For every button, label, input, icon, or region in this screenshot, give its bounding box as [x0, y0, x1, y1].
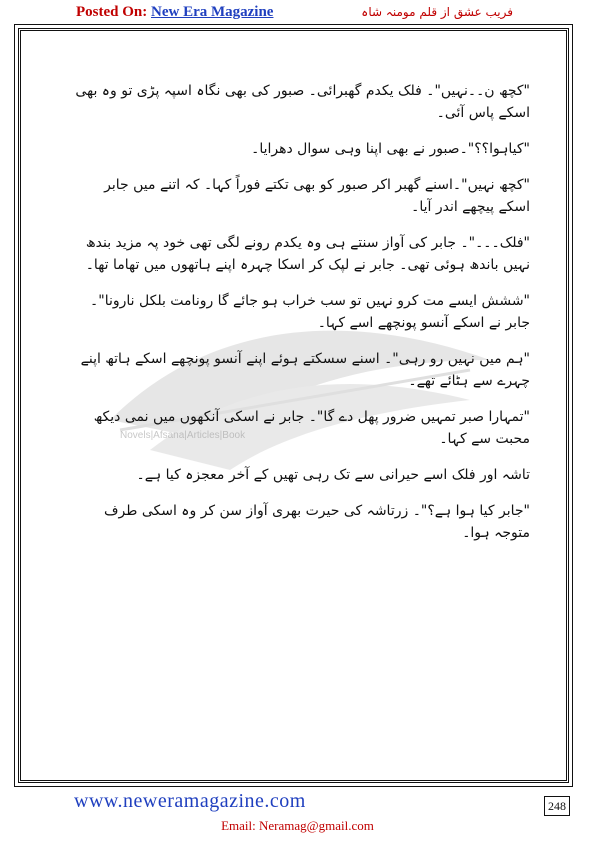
watermark-text: Novels|Afsana|Articles|Book — [120, 430, 246, 441]
posted-on — [76, 4, 273, 21]
paragraph: "جابر کیا ہوا ہے؟"۔ زرتاشہ کی حیرت بھری آواز سن کر وہ اسکی طرف متوجہ ہوا۔ — [103, 503, 530, 541]
contact-email: Email: Neramag@gmail.com — [221, 818, 374, 833]
paragraph: "تمہارا صبر تمہیں ضرور پھل دے گا"۔ جابر نے اسکی آنکھوں میں نمی دیکھ محبت سے کہا۔ — [93, 409, 530, 447]
paragraph: "فلک۔۔۔"۔ جابر کی آواز سنتے ہی وہ یکدم رونے لگی تھی خود پہ مزید بندھ نہیں باندھ ہوئی تھی۔ جابر نے لپک کر اسکا چہرہ اپنے ہاتھوں میں تھاما تھا۔ — [85, 235, 530, 273]
page-header — [0, 0, 595, 26]
magazine-link[interactable]: New Era Magazine — [151, 4, 274, 20]
page-number: 248 — [544, 796, 570, 816]
posted-on-label: Posted On: — [76, 4, 148, 20]
paragraph: "کچھ ن۔۔نہیں"۔ فلک یکدم گھبرائی۔ صبور کی بھی نگاہ اسپہ پڑی تو وہ بھی اسکے پاس آئی۔ — [75, 83, 530, 121]
paragraph: "ششش ایسے مت کرو نہیں تو سب خراب ہو جائے گا رونامت بلکل نارونا"۔ جابر نے اسکے آنسو پونچھے اسے کہا۔ — [90, 293, 530, 331]
website-link[interactable]: www.neweramagazine.com — [74, 790, 306, 812]
paragraph: "کیاہوا؟؟"۔صبور نے بھی اپنا وہی سوال دھرایا۔ — [251, 141, 530, 157]
paragraph: "ہم میں نہیں رو رہی"۔ اسنے سسکتے ہوئے اپنے آنسو پونچھے اسکے ہاتھ اپنے چہرے سے ہٹائے تھے۔ — [80, 351, 530, 389]
paragraph: تاشہ اور فلک اسے حیرانی سے تک رہی تھیں کے آخر معجزہ کیا ہے۔ — [136, 467, 530, 483]
paragraph: "کچھ نہیں"۔اسنے گھبر اکر صبور کو بھی تکتے فوراً کہا۔ کہ اتنے میں جابر اسکے پیچھے اندر آیا۔ — [104, 177, 530, 215]
story-body — [70, 80, 530, 558]
book-title: فریب عشق از قلم مومنہ شاہ — [361, 5, 513, 19]
